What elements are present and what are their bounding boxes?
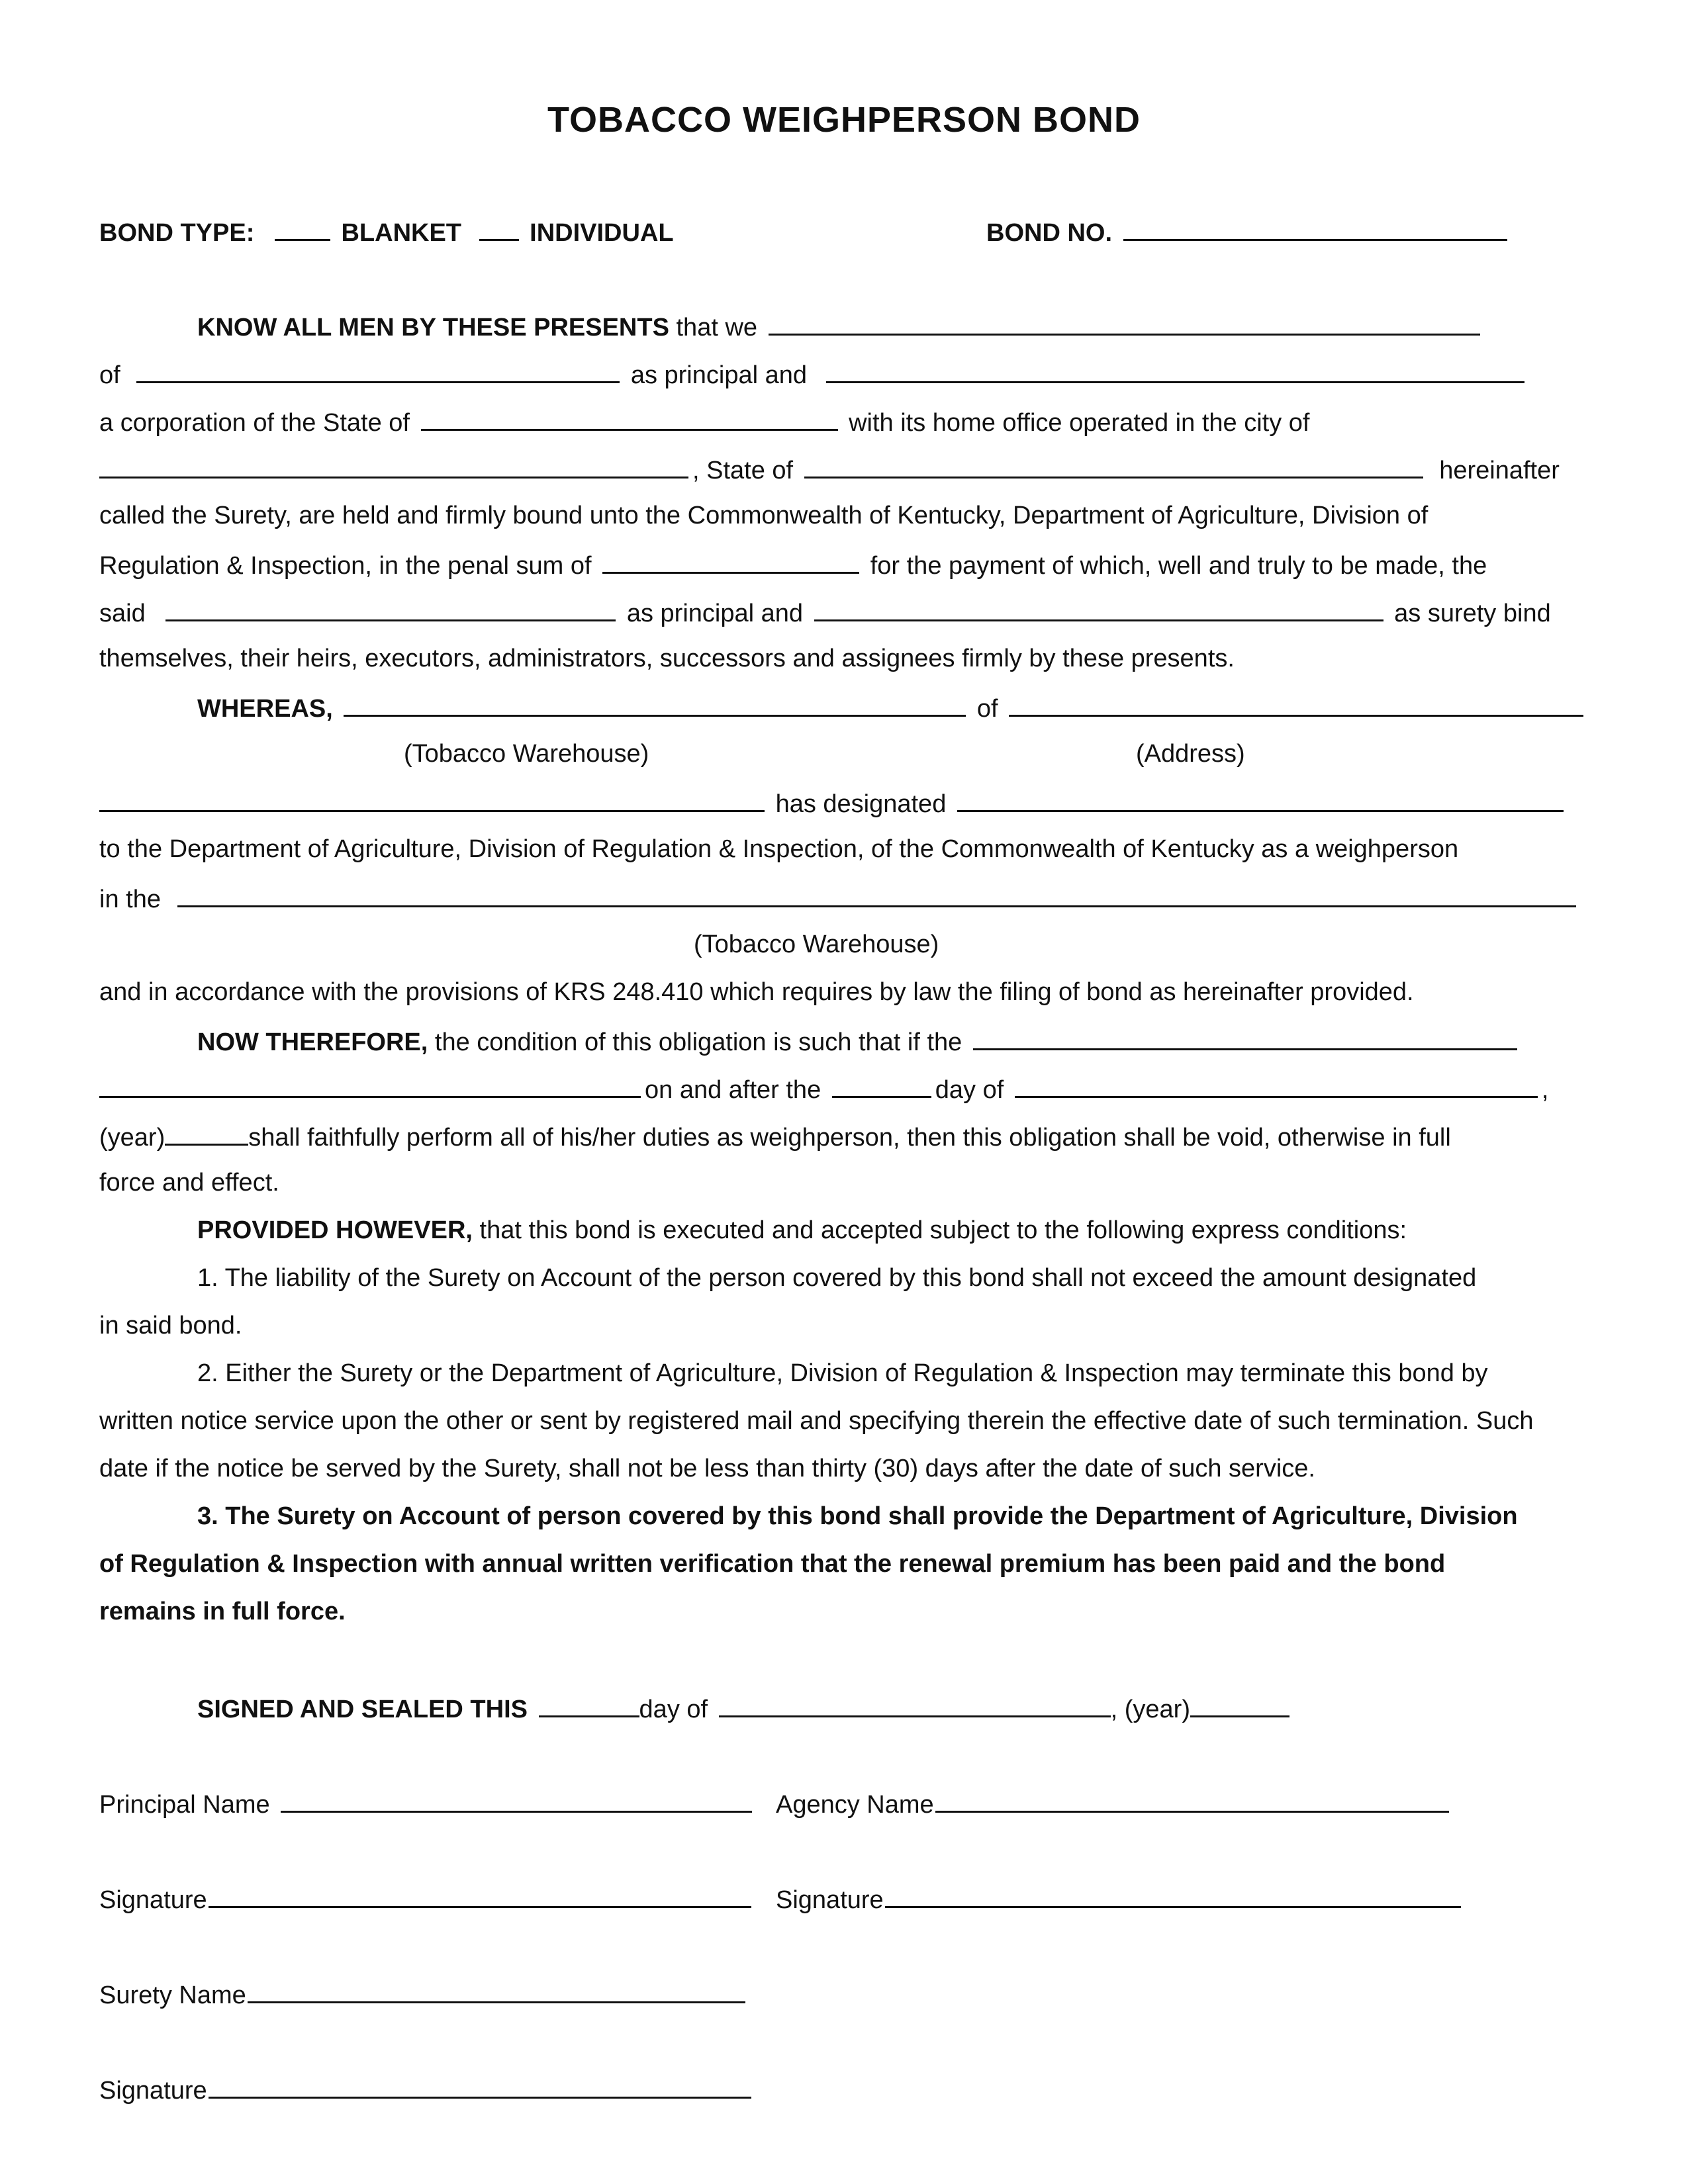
- surety-name-label: Surety Name: [99, 1981, 246, 2009]
- p1-line1: [197, 310, 1484, 343]
- signed-year-field[interactable]: [1190, 1692, 1289, 1717]
- principal-signature-row: [99, 1882, 755, 1915]
- address-field[interactable]: [1009, 691, 1583, 717]
- caption-tobacco-warehouse-2: (Tobacco Warehouse): [694, 931, 939, 958]
- hereinafter-text: hereinafter: [1439, 457, 1560, 484]
- now-therefore-heading: NOW THEREFORE,: [197, 1028, 428, 1056]
- as-surety-bind-text: as surety bind: [1394, 600, 1551, 627]
- agency-name-label: Agency Name: [776, 1791, 934, 1819]
- condition-name-field-2[interactable]: [99, 1072, 641, 1098]
- weighperson-warehouse-field[interactable]: [177, 882, 1576, 907]
- principal-name-field[interactable]: [281, 1787, 752, 1813]
- effective-year-field[interactable]: [165, 1120, 248, 1146]
- agency-name-row: [776, 1787, 1453, 1820]
- principal-signature-field[interactable]: [209, 1882, 751, 1908]
- on-and-after-text: on and after the: [645, 1076, 821, 1104]
- designated-line: [99, 786, 1568, 819]
- principal-name-label: Principal Name: [99, 1791, 270, 1819]
- principal-signature-label: Signature: [99, 1886, 207, 1914]
- condition-2-line1: 2. Either the Surety or the Department of Agriculture, Division of Regulation & Inspection may terminate this bond by: [197, 1359, 1488, 1387]
- principal-address-field[interactable]: [136, 357, 620, 383]
- year-line: [99, 1120, 1451, 1153]
- provided-however-text: that this bond is executed and accepted subject to the following express conditions:: [479, 1216, 1407, 1244]
- as-principal-text: as principal and: [630, 361, 807, 389]
- p1-line8: themselves, their heirs, executors, administrators, successors and assignees firmly by these presents.: [99, 645, 1235, 672]
- signed-month-field[interactable]: [719, 1692, 1111, 1717]
- payment-text: for the payment of which, well and truly to be made, the: [870, 552, 1487, 580]
- effective-day-field[interactable]: [832, 1072, 931, 1098]
- comma-text: ,: [1541, 1076, 1549, 1104]
- principal-field[interactable]: [769, 310, 1480, 336]
- p1-line5: called the Surety, are held and firmly bound unto the Commonwealth of Kentucky, Department of Agriculture, Division of: [99, 502, 1429, 529]
- principal-name-row: [99, 1787, 756, 1820]
- individual-option: INDIVIDUAL: [530, 219, 674, 247]
- individual-checkbox-blank[interactable]: [479, 215, 519, 241]
- bond-no-label: BOND NO.: [986, 219, 1112, 247]
- that-we-text: that we: [676, 314, 758, 341]
- bond-type-label: BOND TYPE:: [99, 219, 255, 247]
- surety-name-field[interactable]: [248, 1978, 745, 2003]
- penal-sum-field[interactable]: [602, 548, 859, 574]
- condition-3-line2: of Regulation & Inspection with annual written verification that the renewal premium has been paid and the bond: [99, 1550, 1446, 1578]
- signed-sealed-heading: SIGNED AND SEALED THIS: [197, 1696, 528, 1723]
- in-the-text: in the: [99, 886, 161, 913]
- caption-address: (Address): [1136, 740, 1245, 768]
- condition-2-line3: date if the notice be served by the Surety, shall not be less than thirty (30) days after the date of such service.: [99, 1455, 1315, 1482]
- home-office-text: with its home office operated in the city of: [849, 409, 1310, 437]
- condition-3-line3: remains in full force.: [99, 1598, 346, 1625]
- home-office-city-field[interactable]: [99, 453, 688, 478]
- of-text: of: [99, 361, 120, 389]
- p1-line3: [99, 405, 1309, 438]
- surety-name-row: [99, 1978, 749, 2011]
- penal-sum-text: Regulation & Inspection, in the penal sum of: [99, 552, 592, 580]
- agency-signature-row: [776, 1882, 1465, 1915]
- condition-3-line1: 3. The Surety on Account of person covered by this bond shall provide the Department of Agriculture, Division: [197, 1502, 1518, 1530]
- document-title: TOBACCO WEIGHPERSON BOND: [547, 100, 1141, 140]
- force-effect-line: force and effect.: [99, 1169, 279, 1197]
- whereas-line15: and in accordance with the provisions of KRS 248.410 which requires by law the filing of bond as hereinafter provided.: [99, 978, 1414, 1006]
- whereas-line12: to the Department of Agriculture, Division of Regulation & Inspection, of the Commonwealth of Kentucky as a weighperson: [99, 835, 1459, 863]
- caption-tobacco-warehouse: (Tobacco Warehouse): [404, 740, 649, 768]
- blanket-option: BLANKET: [341, 219, 462, 247]
- bond-no-row: [986, 215, 1511, 248]
- now-therefore-line: [197, 1024, 1521, 1058]
- day-of-text: day of: [935, 1076, 1004, 1104]
- state-of-text: , State of: [692, 457, 794, 484]
- whereas-heading: WHEREAS,: [197, 695, 333, 723]
- faithfully-perform-text: shall faithfully perform all of his/her duties as weighperson, then this obligation shall be void, otherwise in full: [248, 1124, 1451, 1152]
- surety-signature-row: [99, 2073, 755, 2106]
- p1-line6: [99, 548, 1487, 581]
- p1-line2: [99, 357, 1528, 390]
- know-all-men-heading: KNOW ALL MEN BY THESE PRESENTS: [197, 314, 669, 341]
- corporation-state-field[interactable]: [421, 405, 838, 431]
- home-office-state-field[interactable]: [804, 453, 1423, 478]
- whereas-line: [197, 691, 1587, 724]
- bond-no-field[interactable]: [1123, 215, 1507, 241]
- year-text: (year): [99, 1124, 165, 1152]
- surety-signature-field[interactable]: [209, 2073, 751, 2099]
- p1-line7: [99, 596, 1551, 629]
- in-the-line: [99, 882, 1580, 915]
- corporation-text: a corporation of the State of: [99, 409, 410, 437]
- agency-signature-field[interactable]: [885, 1882, 1461, 1908]
- has-designated-text: has designated: [775, 790, 947, 818]
- condition-2-line2: written notice service upon the other or sent by registered mail and specifying therein the effective date of such termination. Such: [99, 1407, 1534, 1435]
- as-principal-text-2: as principal and: [626, 600, 804, 627]
- signed-year-text: , (year): [1110, 1696, 1190, 1723]
- whereas-of-text: of: [976, 695, 998, 723]
- said-surety-field[interactable]: [814, 596, 1383, 621]
- designating-party-field[interactable]: [99, 786, 765, 812]
- signed-day-of-text: day of: [639, 1696, 708, 1723]
- condition-1-line1: 1. The liability of the Surety on Account of the person covered by this bond shall not exceed the amount designated: [197, 1264, 1477, 1292]
- provided-however-heading: PROVIDED HOWEVER,: [197, 1216, 473, 1244]
- condition-1-line2: in said bond.: [99, 1312, 242, 1340]
- surety-signature-label: Signature: [99, 2077, 207, 2105]
- tobacco-warehouse-field[interactable]: [344, 691, 966, 717]
- effective-month-field[interactable]: [1015, 1072, 1538, 1098]
- on-and-after-line: [99, 1072, 1548, 1105]
- blanket-checkbox-blank[interactable]: [275, 215, 330, 241]
- bond-type-row: [99, 215, 674, 248]
- provided-however-line: [197, 1215, 1407, 1246]
- weighperson-name-field[interactable]: [957, 786, 1564, 812]
- surety-field[interactable]: [826, 357, 1524, 383]
- signed-sealed-line: [197, 1692, 1289, 1725]
- said-text: said: [99, 600, 146, 627]
- signed-day-field[interactable]: [539, 1692, 639, 1717]
- condition-name-field[interactable]: [973, 1024, 1517, 1050]
- now-therefore-text: the condition of this obligation is such that if the: [434, 1028, 962, 1056]
- p1-line4: [99, 453, 1560, 486]
- agency-name-field[interactable]: [935, 1787, 1449, 1813]
- agency-signature-label: Signature: [776, 1886, 884, 1914]
- said-principal-field[interactable]: [165, 596, 616, 621]
